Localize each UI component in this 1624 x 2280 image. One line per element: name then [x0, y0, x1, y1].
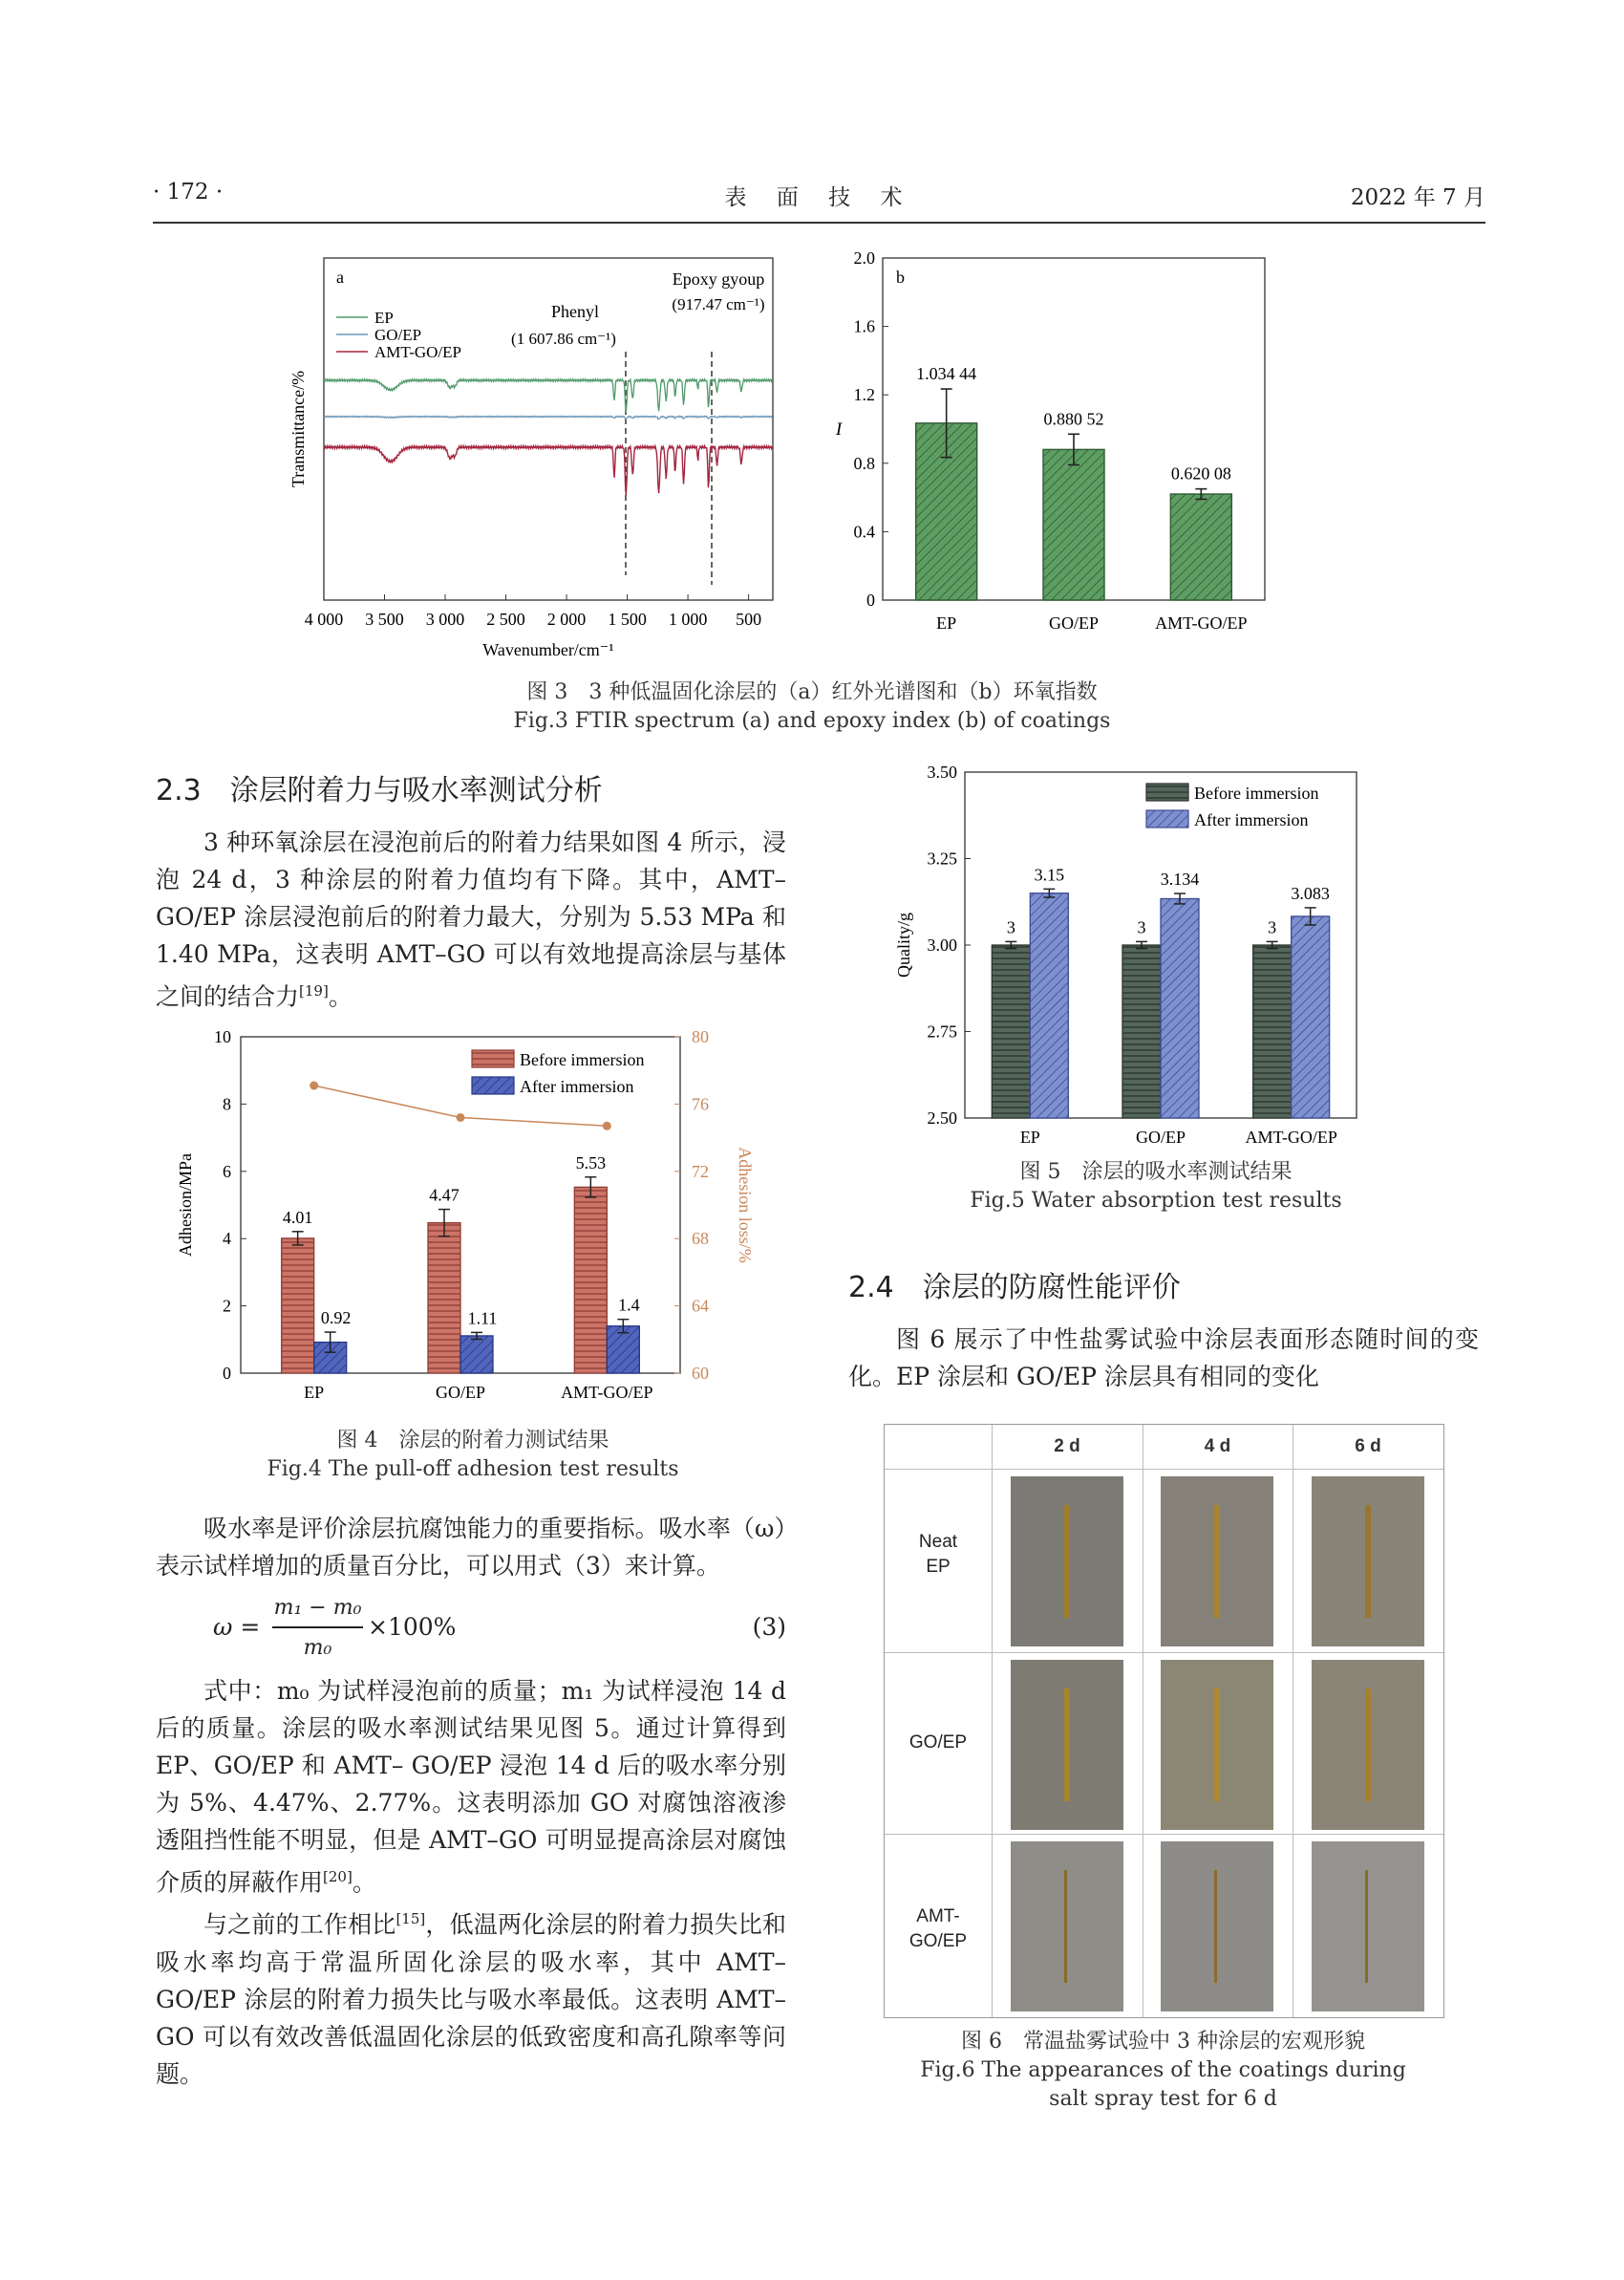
fig4-category-label: EP [304, 1383, 325, 1402]
scribe-line [1064, 1688, 1070, 1801]
fig3b-plot [835, 250, 1265, 633]
fig6-photo-grid [884, 1424, 1444, 2018]
spectrum-ep [324, 379, 773, 413]
fig4-legend-swatch [472, 1050, 514, 1067]
row-label-neat-ep [885, 1530, 992, 1580]
running-header [153, 180, 1485, 218]
fig5-bar [1253, 945, 1292, 1118]
scribe-line [1365, 1505, 1371, 1618]
fig3a-ylabel: Transmittance/% [288, 370, 308, 488]
para-formula-explain [156, 1672, 786, 1901]
fig3a-xtick-label: 1 000 [668, 610, 708, 629]
para-comparison-b: ，低温两化涂层的附着力损失比和吸水率均高于常温所固化涂层的吸水率，其中 AMT–GO/EP 涂层的附着力损失比与吸水率最低。这表明 AMT–GO 可以有效改善低温固化涂层的低致密度和高孔隙率等问题。 [156, 1910, 786, 2088]
section-2-3-title: 2.3 涂层附着力与吸水率测试分析 [156, 774, 603, 807]
fig3a-ftir-chart [277, 250, 812, 671]
section-2-4-title: 2.4 涂层的防腐性能评价 [848, 1271, 1181, 1304]
fig3b-panel-label: b [896, 268, 905, 287]
salt-spray-photo [1011, 1476, 1123, 1646]
fig5-legend-swatch [1146, 784, 1188, 801]
journal-name: 表 面 技 术 [724, 185, 914, 210]
row-label-neat: Neat [918, 1532, 958, 1552]
scribe-line [1214, 1505, 1220, 1618]
fig3b-category-label: GO/EP [1048, 613, 1100, 633]
fig5-caption-en: Fig.5 Water absorption test results [970, 1189, 1342, 1213]
fig4-ytick-label: 2 [223, 1296, 231, 1316]
fig3b-bar [1170, 494, 1231, 600]
fig5-data-label: 3.134 [1160, 870, 1200, 890]
fig4-adhesion-chart [172, 1027, 774, 1409]
eq-denominator: m₀ [303, 1636, 332, 1660]
fig3b-data-label: 0.880 52 [1043, 409, 1104, 429]
spectrum-amt-goep [324, 446, 773, 496]
eq-number: (3) [752, 1613, 786, 1641]
section-2-4-body [848, 1321, 1479, 1395]
eq-fraction-bar [272, 1626, 363, 1628]
fig3a-xtick-label: 1 500 [608, 610, 647, 629]
fig3-caption-cn: 图 3 3 种低温固化涂层的（a）红外光谱图和（b）环氧指数 [526, 680, 1098, 704]
fig5-ytick-label: 3.50 [927, 763, 957, 782]
scribe-line [1064, 1870, 1067, 1983]
fig3b-data-label: 1.034 44 [916, 364, 977, 384]
fig5-category-label: EP [1019, 1128, 1040, 1147]
scribe-line [1365, 1870, 1368, 1983]
fig3a-xtick-label: 2 000 [546, 610, 587, 629]
fig4-ytick-label: 6 [223, 1161, 231, 1181]
spectrum-goep [324, 416, 773, 419]
fig5-caption-cn: 图 5 涂层的吸水率测试结果 [1019, 1160, 1293, 1184]
fig4-bar [428, 1223, 460, 1373]
fig5-legend-label: After immersion [1194, 810, 1309, 829]
para-water-absorption: 吸水率是评价涂层抗腐蚀能力的重要指标。吸水率（ω）表示试样增加的质量百分比，可以用式（3）来计算。 [156, 1515, 786, 1580]
fig3a-xlabel: Wavenumber/cm⁻¹ [482, 640, 614, 659]
fig4-data-label: 4.47 [429, 1185, 459, 1205]
fig4-data-label: 5.53 [575, 1152, 607, 1172]
fig3b-ytick-label: 0.8 [853, 453, 875, 473]
fig4-y2tick-label: 76 [692, 1094, 709, 1114]
fig3-caption [287, 678, 1337, 736]
fig4-y2tick-label: 64 [692, 1296, 709, 1316]
fig3b-category-label: EP [936, 613, 957, 633]
fig3b-bar [1043, 449, 1104, 600]
equation-3 [156, 1590, 786, 1668]
fig5-category-label: AMT-GO/EP [1245, 1128, 1337, 1147]
fig5-data-label: 3 [1268, 917, 1277, 937]
fig5-ytick-label: 2.75 [927, 1022, 957, 1042]
col-header-2d: 2 d [1054, 1436, 1080, 1456]
row-label-amt-goep [885, 1904, 992, 1954]
fig4-caption-en: Fig.4 The pull-off adhesion test results [267, 1457, 679, 1481]
fig5-bar [1292, 916, 1330, 1118]
annot-epoxy-wn: (917.47 cm⁻¹) [672, 295, 765, 313]
fig5-bar [1122, 945, 1161, 1118]
fig6-caption-en1: Fig.6 The appearances of the coatings during [920, 2058, 1406, 2082]
left-column-body [156, 1510, 786, 2093]
fig3b-ytick-label: 0.4 [853, 522, 875, 542]
eq-numerator: m₁ − m₀ [273, 1596, 362, 1620]
fig4-bar [282, 1238, 314, 1373]
row-label-goep: GO/EP [908, 1732, 968, 1753]
fig4-y2tick-label: 80 [692, 1027, 709, 1046]
issue-date: 2022 年 7 月 [1350, 185, 1485, 210]
fig4-data-label: 1.11 [467, 1308, 498, 1328]
fig5-ylabel: Quality/g [894, 913, 913, 978]
para-2-3-1 [156, 824, 786, 1015]
scribe-line [1214, 1688, 1220, 1801]
fig5-ytick-label: 2.50 [927, 1108, 957, 1128]
fig5-bar [1030, 893, 1068, 1118]
row-label-ep: EP [926, 1557, 951, 1577]
para-formula-explain-text: 式中：m₀ 为试样浸泡前的质量；m₁ 为试样浸泡 14 d 后的质量。涂层的吸水率测试结果见图 5。通过计算得到 EP、GO/EP 和 AMT– GO/EP 浸泡 14 d 后的吸水率分别为 5%、4.47%、2.77%。这表明添加 GO 对腐蚀溶液渗透阻挡性能不明显，但是 AMT–GO 可明显提高涂层对腐蚀介质的屏蔽作用 [156, 1677, 786, 1897]
ref-19: [19] [299, 982, 329, 1000]
fig5-caption [917, 1158, 1395, 1215]
fig4-loss-point [310, 1082, 318, 1090]
fig5-plot [894, 763, 1357, 1147]
page-number: · 172 · [153, 180, 224, 204]
fig3b-ylabel: I [835, 419, 843, 440]
row-label-amt: AMT- [916, 1906, 960, 1926]
fig3b-ytick-label: 1.2 [853, 385, 875, 405]
ref-15: [15] [395, 1910, 426, 1928]
fig5-bar [992, 945, 1030, 1118]
fig4-legend-swatch [472, 1077, 514, 1094]
salt-spray-photo [1011, 1660, 1123, 1830]
fig4-y2tick-label: 68 [692, 1229, 709, 1249]
fig3a-xtick-label: 2 500 [486, 610, 525, 629]
fig4-loss-point [603, 1122, 611, 1130]
fig4-caption [172, 1427, 774, 1484]
scribe-line [1064, 1505, 1070, 1618]
fig4-ytick-label: 4 [223, 1229, 231, 1249]
salt-spray-photo [1161, 1841, 1273, 2011]
fig5-bar [1161, 898, 1199, 1118]
salt-spray-photo [1312, 1660, 1424, 1830]
fig5-ytick-label: 3.00 [927, 936, 957, 955]
fig4-loss-point [457, 1113, 465, 1122]
section-2-3-body [156, 824, 786, 1015]
fig5-ytick-label: 3.25 [927, 849, 957, 869]
salt-spray-photo [1312, 1476, 1424, 1646]
para-2-3-1-text: 3 种环氧涂层在浸泡前后的附着力结果如图 4 所示，浸泡 24 d，3 种涂层的附着力值均有下降。其中，AMT–GO/EP 涂层浸泡前后的附着力最大，分别为 5.53 MPa 和 1.40 MPa，这表明 AMT–GO 可以有效地提高涂层与基体之间的结合力 [156, 828, 786, 1011]
fig4-plot [176, 1027, 755, 1402]
fig6-caption-en2: salt spray test for 6 d [1049, 2087, 1277, 2111]
fig3a-xtick-label: 3 000 [425, 610, 465, 629]
salt-spray-photo [1161, 1660, 1273, 1830]
fig3b-category-label: AMT-GO/EP [1155, 613, 1248, 633]
fig4-caption-cn: 图 4 涂层的附着力测试结果 [336, 1429, 609, 1452]
ref-20: [20] [323, 1868, 353, 1885]
salt-spray-photo [1161, 1476, 1273, 1646]
fig5-data-label: 3.083 [1291, 883, 1330, 903]
fig4-ytick-label: 10 [214, 1027, 231, 1046]
fig3a-xtick-label: 3 500 [365, 610, 404, 629]
fig3a-panel-label: a [336, 268, 344, 287]
para-comparison [156, 1901, 786, 2092]
fig3b-data-label: 0.620 08 [1170, 463, 1231, 484]
fig4-bar [460, 1336, 493, 1373]
fig3b-ytick-label: 1.6 [853, 316, 875, 336]
fig4-legend-label: Before immersion [520, 1050, 645, 1069]
legend-ep: EP [374, 309, 394, 327]
fig4-y2label: Adhesion loss/% [736, 1147, 755, 1263]
fig6-caption-cn: 图 6 常温盐雾试验中 3 种涂层的宏观形貌 [961, 2030, 1365, 2054]
annot-epoxy: Epoxy gyoup [672, 269, 765, 289]
fig5-data-label: 3 [1006, 917, 1015, 937]
fig3b-epoxy-index-chart [823, 250, 1358, 642]
para-2-4-1: 图 6 展示了中性盐雾试验中涂层表面形态随时间的变化。EP 涂层和 GO/EP 涂层具有相同的变化 [848, 1325, 1479, 1390]
legend-goep: GO/EP [374, 326, 422, 344]
fig4-data-label: 1.4 [618, 1295, 640, 1315]
fig5-data-label: 3.15 [1034, 865, 1065, 885]
fig4-data-label: 0.92 [320, 1308, 352, 1328]
fig3-caption-en: Fig.3 FTIR spectrum (a) and epoxy index (b) of coatings [513, 709, 1111, 733]
fig5-data-label: 3 [1137, 917, 1146, 937]
fig3a-xtick-label: 4 000 [304, 610, 344, 629]
fig5-legend-swatch [1146, 810, 1188, 828]
col-header-4d: 4 d [1204, 1436, 1231, 1456]
eq-tail: ×100% [368, 1613, 457, 1641]
fig4-bar [574, 1187, 607, 1373]
fig5-water-absorption-chart [888, 755, 1462, 1156]
fig3b-ytick-label: 0 [866, 591, 875, 610]
fig4-category-label: GO/EP [435, 1383, 486, 1402]
annot-phenyl-wn: (1 607.86 cm⁻¹) [511, 330, 616, 348]
fig5-category-label: GO/EP [1135, 1128, 1186, 1147]
col-header-6d: 6 d [1355, 1436, 1381, 1456]
fig3b-ytick-label: 2.0 [853, 250, 875, 268]
fig4-ytick-label: 0 [223, 1364, 231, 1383]
fig6-caption [884, 2028, 1442, 2114]
header-rule [153, 222, 1485, 224]
fig3a-xtick-label: 500 [736, 610, 762, 629]
fig4-legend-label: After immersion [520, 1077, 634, 1096]
annot-phenyl: Phenyl [550, 302, 600, 321]
fig4-ytick-label: 8 [223, 1094, 231, 1114]
scribe-line [1214, 1870, 1217, 1983]
fig4-ylabel: Adhesion/MPa [176, 1153, 195, 1257]
eq-lhs: ω = [213, 1613, 261, 1641]
para-comparison-a: 与之前的工作相比 [203, 1910, 396, 1939]
legend-amt: AMT-GO/EP [374, 343, 461, 361]
fig5-legend-label: Before immersion [1194, 784, 1319, 803]
fig4-data-label: 4.01 [282, 1207, 313, 1227]
salt-spray-photo [1011, 1841, 1123, 2011]
fig4-y2tick-label: 60 [692, 1364, 709, 1383]
row-label-goep2: GO/EP [908, 1931, 968, 1951]
salt-spray-photo [1312, 1841, 1424, 2011]
fig4-category-label: AMT-GO/EP [561, 1383, 653, 1402]
para-2-3-1-end: 。 [328, 982, 353, 1011]
para-formula-explain-end: 。 [352, 1868, 376, 1897]
scribe-line [1365, 1688, 1371, 1801]
fig4-y2tick-label: 72 [692, 1161, 709, 1181]
